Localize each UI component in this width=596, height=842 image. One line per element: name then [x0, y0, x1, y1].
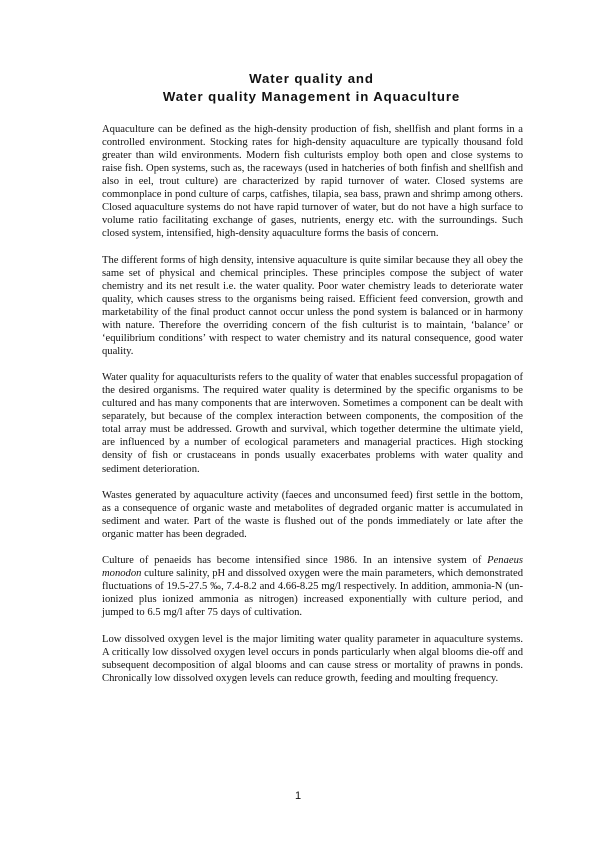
document-title	[100, 70, 523, 106]
penaeids-lead-text: Culture of penaeids has become intensified since 1986. In an intensive system of	[102, 555, 488, 567]
title-line-2: Water quality Management in Aquaculture	[162, 89, 461, 104]
paragraph-dissolved-oxygen: Low dissolved oxygen level is the major limiting water quality parameter in aquaculture systems. A critically low dissolved oxygen level occurs in ponds particularly when algal blooms die-off and subsequent decomposition of algal blooms and can cause stress or mortality of prawns in ponds. Chronically low dissolved oxygen levels can reduce growth, feeding and moulting frequency.	[102, 633, 523, 684]
paragraph-aquaculture-definition: Aquaculture can be defined as the high-density production of fish, shellfish and plant forms in a controlled environment. Stocking rates for high-density aquaculture are typically thousand fold greater than wild environments. Modern fish culturists employ both open and close systems to raise fish. Open systems, such as, the raceways (used in hatcheries of both finfish and shellfish and also in eel, trout culture) are characterized by rapid turnover of water. Closed systems are commonplace in pond culture of carps, catfishes, tilapia, sea bass, prawn and shrimp among others. Closed aquaculture systems do not have rapid turnover of water, but do not have a high surface to volume ratio facilitating exchange of gases, nutrients, energy etc. with the surroundings. Such closed system, intensified, high-density aquaculture forms the basis of concern.	[102, 124, 523, 240]
paragraph-water-quality-definition: Water quality for aquaculturists refers to the quality of water that enables successful propagation of the desired organisms. The required water quality is determined by the specific organisms to be cultured and has many components that are interwoven. Sometimes a component can be dealt with separately, but because of the complex interaction between components, the composition of the total array must be addressed. Growth and survival, which together determine the ultimate yield, are influenced by a number of ecological parameters and managerial practices. High stocking density of fish or crustaceans in ponds usually exacerbates problems with water quality and sediment deterioration.	[102, 372, 523, 475]
page-number: 1	[294, 790, 302, 802]
title-line-1: Water quality and	[249, 71, 374, 86]
document-body	[102, 123, 523, 698]
paragraph-water-chemistry: The different forms of high density, intensive aquaculture is quite similar because they all obey the same set of physical and chemical principles. These principles compose the subject of water chemistry and its net result i.e. the water quality. Poor water chemistry leads to deteriorate water quality, which causes stress to the organisms being raised. Efficient feed conversion, growth and marketability of the final product cannot occur unless the pond system is balanced or in harmony with nature. Therefore the overriding concern of the fish culturist is to maintain, ‘balance’ or ‘equilibrium conditions’ with respect to water chemistry and its natural consequence, good water quality.	[102, 254, 523, 357]
penaeids-rest-text: culture salinity, pH and dissolved oxygen were the main parameters, which demonstrated fluctuations of 19.5-27.5 ‰, 7.4-8.2 and 4.66-8.25 mg/l respectively. In addition, ammonia-N (un-ionized plus ionized ammonia as nitrogen) increased exponentially with culture period, and jumped to 6.5 mg/l after 75 days of cultivation.	[102, 568, 523, 619]
paragraph-penaeids	[102, 554, 523, 619]
paragraph-wastes: Wastes generated by aquaculture activity (faeces and unconsumed feed) first settle in the bottom, as a consequence of organic waste and metabolites of degraded organic matter is accumulated in sediment and water. Part of the waste is flushed out of the ponds immediately or late after the organic matter has been degraded.	[102, 489, 523, 540]
species-name: Penaeus monodon	[102, 555, 523, 580]
